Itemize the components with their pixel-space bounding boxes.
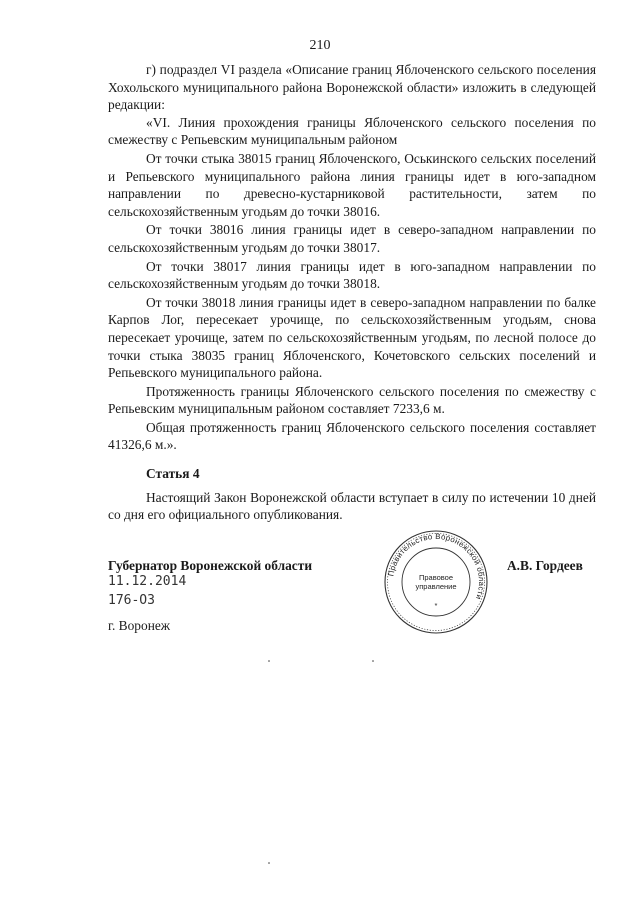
seal-inner-line1: Правовое [418,573,454,582]
seal-outer-text: Правительство Воронежской области [386,531,487,601]
paragraph-point-38018: От точки 38018 линия границы идет в северо-западном направлении по балке Карпов Лог, пересекает урочище, по сельскохозяйственным угодьям, снова пересекает урочище, затем по сельскохозяйственным угодьям, по лесной полосе до точки стыка 38035 границ Яблоченского, Кочетовского сельских поселений и Репьевского муниципального района. [108,294,596,381]
paragraph-section-title: «VI. Линия прохождения границы Яблоченского сельского поселения по смежеству с Репьевским муниципальным районом [108,114,596,148]
paragraph-amendment-intro: г) подраздел VI раздела «Описание границ Яблоченского сельского поселения Хохольского муниципального района Воронежской области» изложить в следующей редакции: [108,62,596,113]
paragraph-point-38015: От точки стыка 38015 границ Яблоченского, Оськинского сельских поселений и Репьевского муниципального района линия границы идет в юго-западном направлении по древесно-кустарниковой растительности, затем по сельскохозяйственным угодьям до точки 38016. [108,150,596,219]
signatory-title: Губернатор Воронежской области [108,558,313,573]
article-text: Настоящий Закон Воронежской области вступает в силу по истечении 10 дней со дня его официального опубликования. [108,489,596,523]
paragraph-point-38016: От точки 38016 линия границы идет в северо-западном направлении по сельскохозяйственным угодьям до точки 38017. [108,222,596,255]
article-heading: Статья 4 [146,466,200,482]
seal-star-mark: * [434,601,438,610]
scan-speck [372,660,374,662]
official-seal [382,528,490,636]
signatory-name: А.В. Гордеев [507,558,583,573]
signing-place: г. Воронеж [108,618,171,633]
scan-speck [268,660,270,662]
page-number: 210 [309,38,331,53]
paragraph-segment-length: Протяженность границы Яблоченского сельского поселения по смежеству с Репьевским муниципальным районом составляет 7233,6 м. [108,383,596,417]
document-body [108,61,596,524]
law-number: 176-ОЗ [108,593,155,608]
paragraph-total-length: Общая протяженность границ Яблоченского сельского поселения составляет 41326,6 м.». [108,419,596,453]
seal-inner-line2: управление [415,582,457,591]
signing-date: 11.12.2014 [108,574,187,589]
paragraph-point-38017: От точки 38017 линия границы идет в юго-западном направлении по сельскохозяйственным угодьям до точки 38018. [108,258,596,292]
scan-speck [268,862,270,864]
